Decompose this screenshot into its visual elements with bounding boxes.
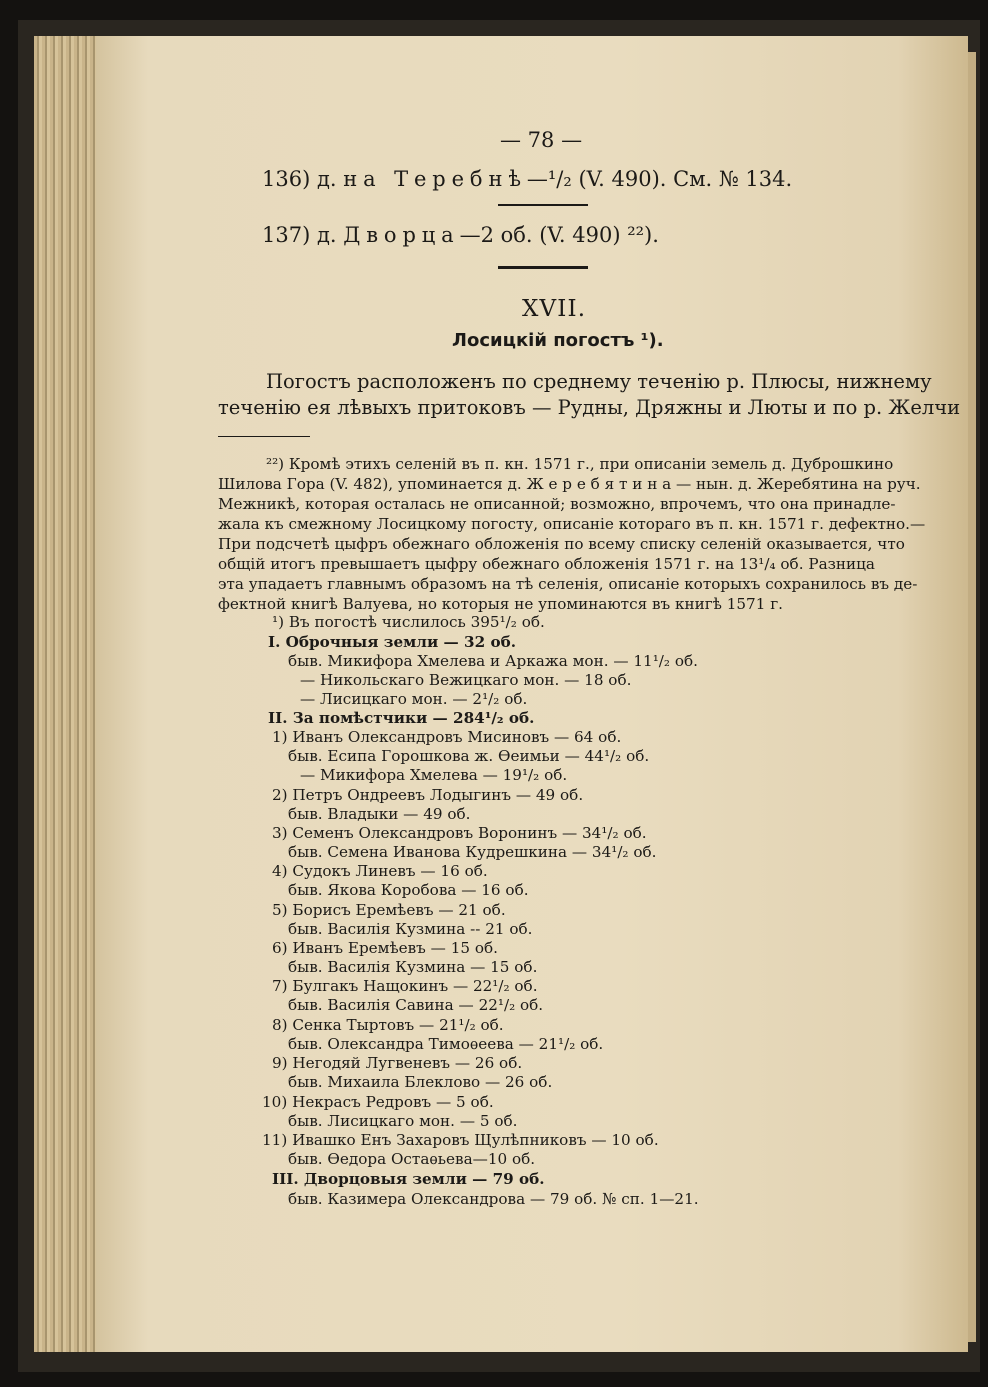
fn-list-line: III. Дворцовыя земли — 79 об. bbox=[272, 1170, 545, 1188]
fn-list-line: 10) Некрасъ Редровъ — 5 об. bbox=[262, 1093, 494, 1111]
footnote-separator bbox=[218, 436, 310, 437]
entry-name: Дворца bbox=[343, 223, 460, 247]
fn-list-line: быв. Казимера Олександрова — 79 об. № сп. 1—21. bbox=[288, 1190, 699, 1208]
fn-list-line: быв. Семена Иванова Кудрешкина — 34¹/₂ об. bbox=[288, 843, 657, 861]
footnote-line: фектной книгѣ Валуева, но которыя не упоминаются въ книгѣ 1571 г. bbox=[218, 595, 783, 613]
fn-list-line: быв. Михаила Блеклово — 26 об. bbox=[288, 1073, 553, 1091]
fn-list-line: 3) Семенъ Олександровъ Воронинъ — 34¹/₂ об. bbox=[272, 824, 647, 842]
footnote-line: При подсчетѣ цыфръ обежнаго обложенія по всему списку селеній оказывается, что bbox=[218, 535, 905, 553]
page-number: — 78 — bbox=[500, 128, 583, 152]
fn-list-line: — Микифора Хмелева — 19¹/₂ об. bbox=[300, 766, 568, 784]
body-line-2: теченію ея лѣвыхъ притоковъ — Рудны, Дряжны и Люты и по р. Желчи bbox=[218, 396, 961, 419]
footnote-1-intro: ¹) Въ погостѣ числилось 395¹/₂ об. bbox=[272, 613, 545, 631]
fn-list-line: 1) Иванъ Олександровъ Мисиновъ — 64 об. bbox=[272, 728, 622, 746]
section-title: Лосицкій погостъ ¹). bbox=[452, 330, 664, 351]
entry-number: 136) bbox=[262, 167, 311, 191]
entry-rest: —2 об. (V. 490) ²²). bbox=[459, 223, 659, 247]
entry-number: 137) bbox=[262, 223, 311, 247]
entry-name: на Теребнѣ bbox=[343, 167, 527, 191]
section-number: XVII. bbox=[522, 296, 587, 322]
entry-rest: —¹/₂ (V. 490). См. № 134. bbox=[526, 167, 793, 191]
footnote-line: Межникѣ, которая осталась не описанной; возможно, впрочемъ, что она принадле- bbox=[218, 495, 896, 513]
entry-prefix: д. bbox=[316, 223, 337, 247]
fn-list-line: 9) Негодяй Лугвеневъ — 26 об. bbox=[272, 1054, 523, 1072]
fn-list-line: быв. Василія Савина — 22¹/₂ об. bbox=[288, 996, 544, 1014]
fn-list-line: быв. Якова Коробова — 16 об. bbox=[288, 881, 529, 899]
fn-list-line: быв. Лисицкаго мон. — 5 об. bbox=[288, 1112, 518, 1130]
footnote-line: ²²) Кромѣ этихъ селеній въ п. кн. 1571 г., при описаніи земель д. Дуброшкино bbox=[266, 455, 894, 473]
footnote-line: общій итогъ превышаетъ цыфру обежнаго обложенія 1571 г. на 13¹/₄ об. Разница bbox=[218, 555, 875, 573]
fn-list-line: быв. Владыки — 49 об. bbox=[288, 805, 471, 823]
fn-list-line: быв. Олександра Тимоѳеева — 21¹/₂ об. bbox=[288, 1035, 604, 1053]
fn-list-line: — Лисицкаго мон. — 2¹/₂ об. bbox=[300, 690, 528, 708]
footnote-line: жала къ смежному Лосицкому погосту, описаніе котораго въ п. кн. 1571 г. дефектно.— bbox=[218, 515, 926, 533]
fn-list-line: быв. Ѳедора Остаѳьева—10 об. bbox=[288, 1150, 536, 1168]
fn-list-line: 5) Борисъ Еремѣевъ — 21 об. bbox=[272, 901, 506, 919]
footnote-line: Шилова Гора (V. 482), упоминается д. Ж е р е б я т и н а — нын. д. Жеребятина на руч. bbox=[218, 475, 921, 493]
fn-list-line: 7) Булгакъ Нащокинъ — 22¹/₂ об. bbox=[272, 977, 538, 995]
fn-list-line: II. За помѣстчики — 284¹/₂ об. bbox=[268, 709, 535, 727]
fn-list-line: 11) Ивашко Енъ Захаровъ Щулѣпниковъ — 10 об. bbox=[262, 1131, 659, 1149]
fn-list-line: быв. Василія Кузмина — 15 об. bbox=[288, 958, 538, 976]
fn-list-line: 4) Судокъ Линевъ — 16 об. bbox=[272, 862, 488, 880]
fn-list-line: быв. Есипа Горошкова ж. Ѳеимьи — 44¹/₂ об. bbox=[288, 747, 650, 765]
entry-136 bbox=[262, 167, 792, 191]
footnote-line: эта упадаетъ главнымъ образомъ на тѣ селенія, описаніе которыхъ сохранилось въ де- bbox=[218, 575, 918, 593]
divider-section bbox=[498, 266, 588, 269]
entry-prefix: д. bbox=[316, 167, 337, 191]
fn-list-line: I. Оброчныя земли — 32 об. bbox=[268, 633, 517, 651]
page-edges bbox=[34, 36, 104, 1352]
fn-list-line: 2) Петръ Ондреевъ Лодыгинъ — 49 об. bbox=[272, 786, 584, 804]
divider-short bbox=[498, 204, 588, 206]
fn-list-line: 6) Иванъ Еремѣевъ — 15 об. bbox=[272, 939, 498, 957]
body-line-1: Погостъ расположенъ по среднему теченію р. Плюсы, нижнему bbox=[266, 370, 932, 393]
fn-list-line: 8) Сенка Тыртовъ — 21¹/₂ об. bbox=[272, 1016, 504, 1034]
fn-list-line: быв. Микифора Хмелева и Аркажа мон. — 11¹/₂ об. bbox=[288, 652, 698, 670]
entry-137 bbox=[262, 223, 659, 247]
fn-list-line: — Никольскаго Вежицкаго мон. — 18 об. bbox=[300, 671, 632, 689]
fn-list-line: быв. Василія Кузмина -- 21 об. bbox=[288, 920, 533, 938]
